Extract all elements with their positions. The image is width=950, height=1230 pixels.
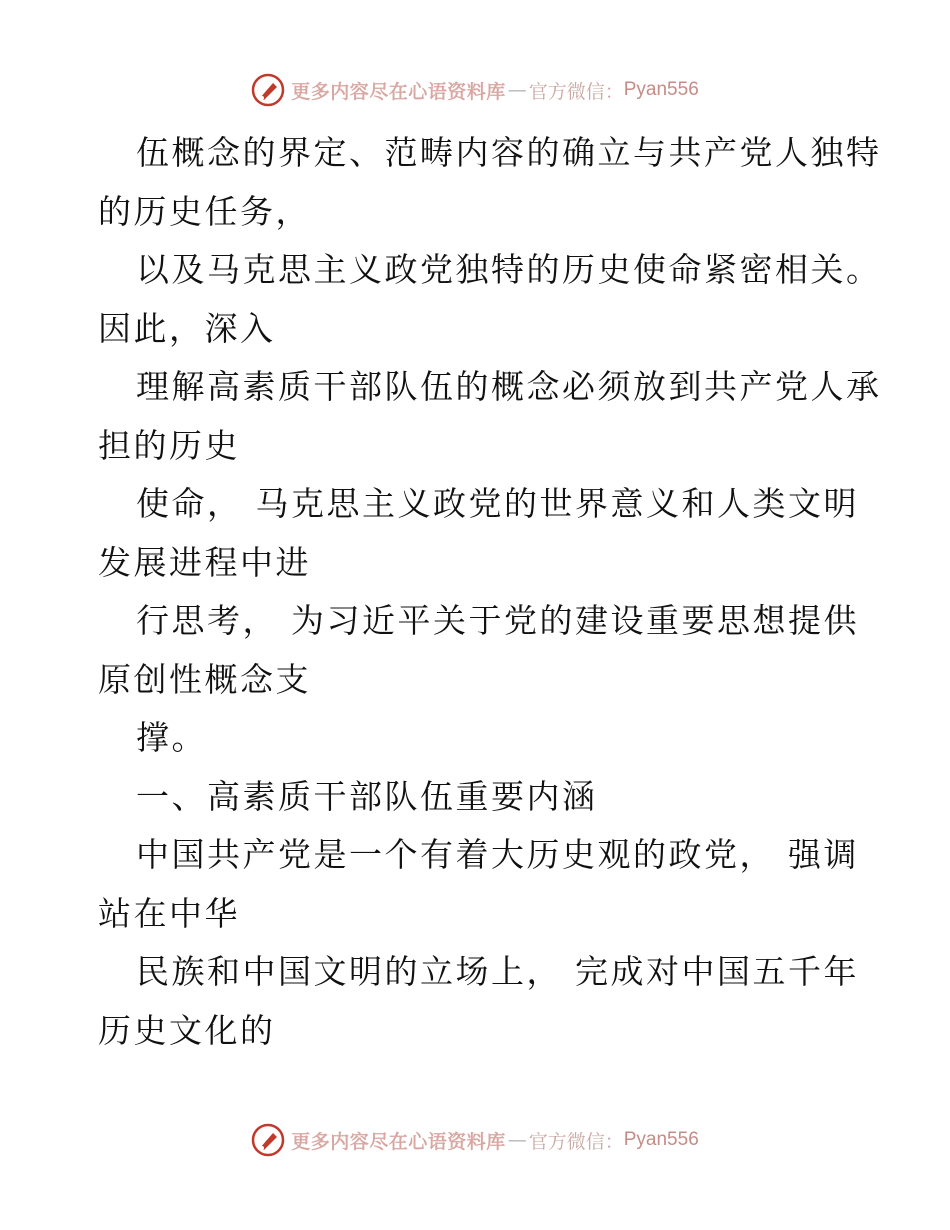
text-line: 站在中华 — [98, 893, 240, 933]
watermark-wechat-label: 官方微信： — [528, 1130, 624, 1153]
text-line: 伍概念的界定、范畴内容的确立与共产党人独特 — [136, 133, 882, 172]
text-line: 担的历史 — [98, 425, 240, 465]
document-body — [98, 124, 882, 1060]
text-line: 理解高素质干部队伍的概念必须放到共产党人承 — [136, 367, 882, 406]
footer-watermark — [0, 1120, 950, 1160]
pen-nib-logo-icon — [251, 1123, 285, 1157]
watermark-wechat-id: Pyan556 — [623, 79, 699, 100]
text-line: 撑。 — [136, 718, 207, 757]
watermark-brand: 更多内容尽在心语资料库 — [291, 80, 506, 103]
text-line: 的历史任务， — [98, 191, 311, 231]
text-line: 发展进程中进 — [98, 542, 311, 582]
text-line: 原创性概念支 — [98, 659, 311, 699]
text-line: 一、高素质干部队伍重要内涵 — [136, 776, 598, 816]
text-line: 使命， 马克思主义政党的世界意义和人类文明 — [136, 484, 859, 523]
watermark-separator: — — [507, 1129, 527, 1151]
watermark-separator: — — [507, 79, 527, 101]
text-line: 因此，深入 — [98, 308, 276, 348]
watermark-brand: 更多内容尽在心语资料库 — [291, 1130, 506, 1153]
watermark-wechat-id: Pyan556 — [623, 1129, 699, 1150]
header-watermark — [0, 70, 950, 110]
watermark-wechat-label: 官方微信： — [528, 80, 624, 103]
text-line: 行思考， 为习近平关于党的建设重要思想提供 — [136, 601, 859, 640]
text-line: 历史文化的 — [98, 1010, 276, 1050]
text-line: 中国共产党是一个有着大历史观的政党， 强调 — [136, 835, 859, 874]
pen-nib-logo-icon — [251, 73, 285, 107]
text-line: 民族和中国文明的立场上， 完成对中国五千年 — [136, 952, 859, 991]
text-line: 以及马克思主义政党独特的历史使命紧密相关。 — [136, 250, 882, 289]
